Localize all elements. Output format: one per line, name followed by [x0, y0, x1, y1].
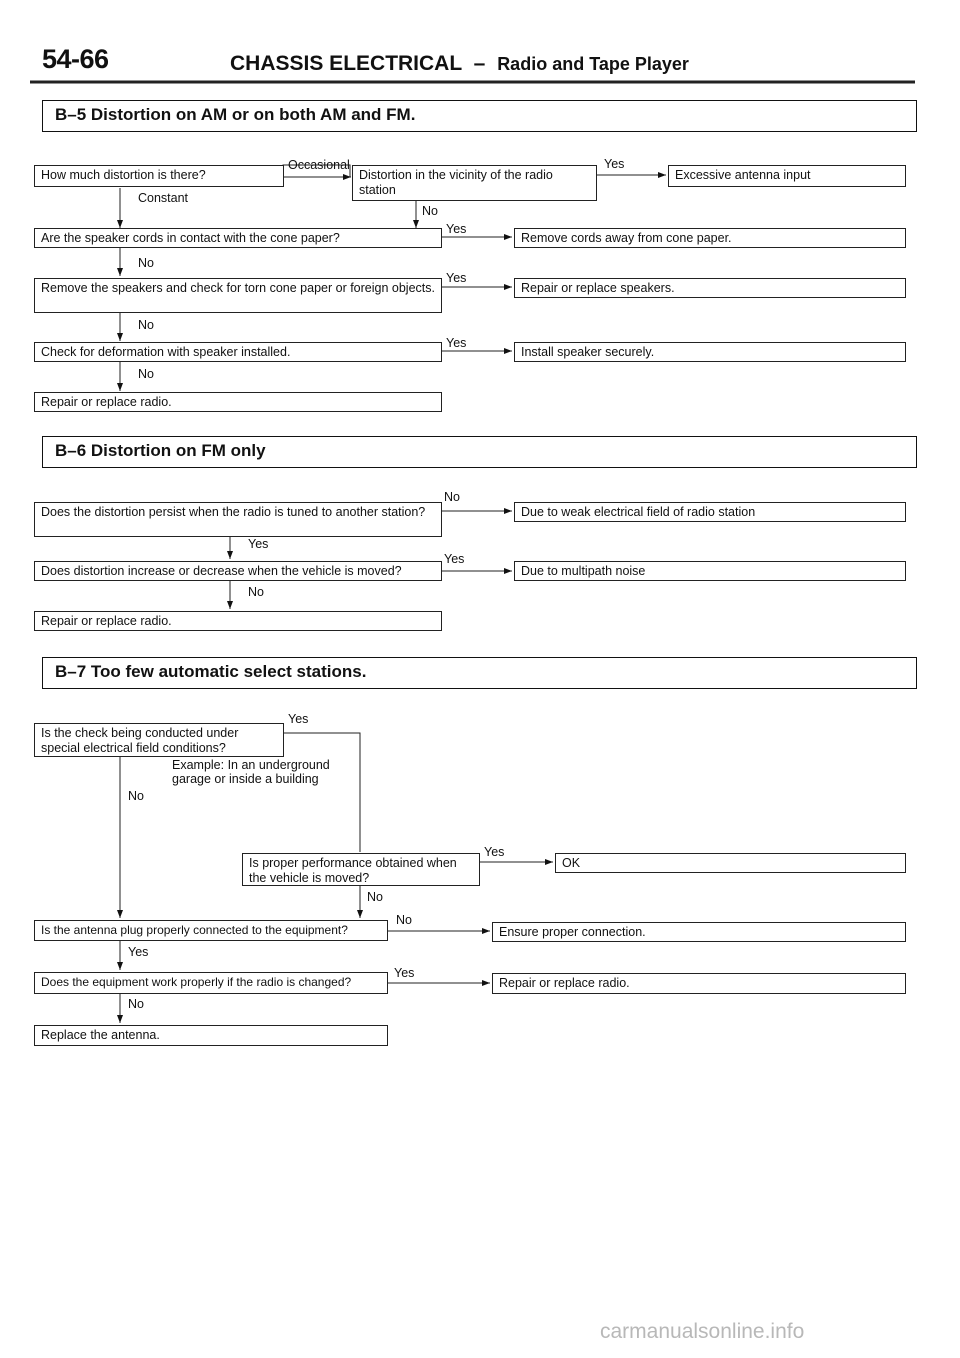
section-b6-title: B–6 Distortion on FM only: [42, 436, 917, 468]
b7-replace-antenna: Replace the antenna.: [34, 1025, 388, 1046]
b5-remove-cords: Remove cords away from cone paper.: [514, 228, 906, 248]
b7-label-yes-1: Yes: [288, 712, 309, 726]
b7-label-yes-3: Yes: [128, 945, 149, 959]
b6-weak-field: Due to weak electrical field of radio station: [514, 502, 906, 522]
b6-multipath: Due to multipath noise: [514, 561, 906, 581]
b7-question-special-field: Is the check being conducted under special electrical field conditions?: [34, 723, 284, 757]
b5-repair-speakers: Repair or replace speakers.: [514, 278, 906, 298]
page-number: 54-66: [42, 44, 109, 74]
b7-label-yes-2: Yes: [484, 845, 505, 859]
b7-repair-radio: Repair or replace radio.: [492, 973, 906, 994]
b5-label-no-2: No: [138, 256, 154, 270]
b7-ok: OK: [555, 853, 906, 873]
b6-label-no-2: No: [248, 585, 264, 599]
b5-label-no-1: No: [422, 204, 438, 218]
b6-question-persist: Does the distortion persist when the radio is tuned to another station?: [34, 502, 442, 537]
b5-label-yes-3: Yes: [446, 271, 467, 285]
b5-question-deformation: Check for deformation with speaker installed.: [34, 342, 442, 362]
b7-label-yes-4: Yes: [394, 966, 415, 980]
b5-label-occasional: Occasional: [288, 158, 350, 172]
b5-label-no-4: No: [138, 367, 154, 381]
b7-label-no-2: No: [367, 890, 383, 904]
b5-label-yes-2: Yes: [446, 222, 467, 236]
b7-question-performance: Is proper performance obtained when the vehicle is moved?: [242, 853, 480, 886]
b5-install-speaker: Install speaker securely.: [514, 342, 906, 362]
b6-repair-radio: Repair or replace radio.: [34, 611, 442, 631]
b7-label-no-4: No: [128, 997, 144, 1011]
section-b5-title: B–5 Distortion on AM or on both AM and FM.: [42, 100, 917, 132]
b6-label-yes-2: Yes: [444, 552, 465, 566]
b6-question-increase: Does distortion increase or decrease when the vehicle is moved?: [34, 561, 442, 581]
watermark: carmanualsonline.info: [600, 1320, 805, 1343]
b7-label-no-3: No: [396, 913, 412, 927]
b6-label-yes-1: Yes: [248, 537, 269, 551]
page-title: [230, 52, 689, 76]
b5-distortion-vicinity: Distortion in the vicinity of the radio station: [352, 165, 597, 201]
b5-label-no-3: No: [138, 318, 154, 332]
title-main: CHASSIS ELECTRICAL: [230, 52, 462, 75]
b7-question-equipment: Does the equipment work properly if the radio is changed?: [34, 972, 388, 994]
b7-ensure-connection: Ensure proper connection.: [492, 922, 906, 942]
b5-question-remove-speakers: Remove the speakers and check for torn cone paper or foreign objects.: [34, 278, 442, 313]
b5-question-distortion-amount: How much distortion is there?: [34, 165, 284, 187]
b5-question-speaker-cords: Are the speaker cords in contact with the cone paper?: [34, 228, 442, 248]
b5-label-yes-1: Yes: [604, 157, 625, 171]
b7-question-antenna-plug: Is the antenna plug properly connected to the equipment?: [34, 920, 388, 941]
b6-label-no-1: No: [444, 490, 460, 504]
b5-excessive-antenna: Excessive antenna input: [668, 165, 906, 187]
title-dash: –: [473, 52, 486, 75]
section-b7-title: B–7 Too few automatic select stations.: [42, 657, 917, 689]
b5-label-yes-4: Yes: [446, 336, 467, 350]
b7-label-no-1: No: [128, 789, 144, 803]
b5-label-constant: Constant: [138, 191, 189, 205]
b5-repair-radio: Repair or replace radio.: [34, 392, 442, 412]
title-sub: Radio and Tape Player: [497, 54, 689, 74]
b7-example-note: Example: In an underground garage or inside a building: [172, 758, 330, 786]
